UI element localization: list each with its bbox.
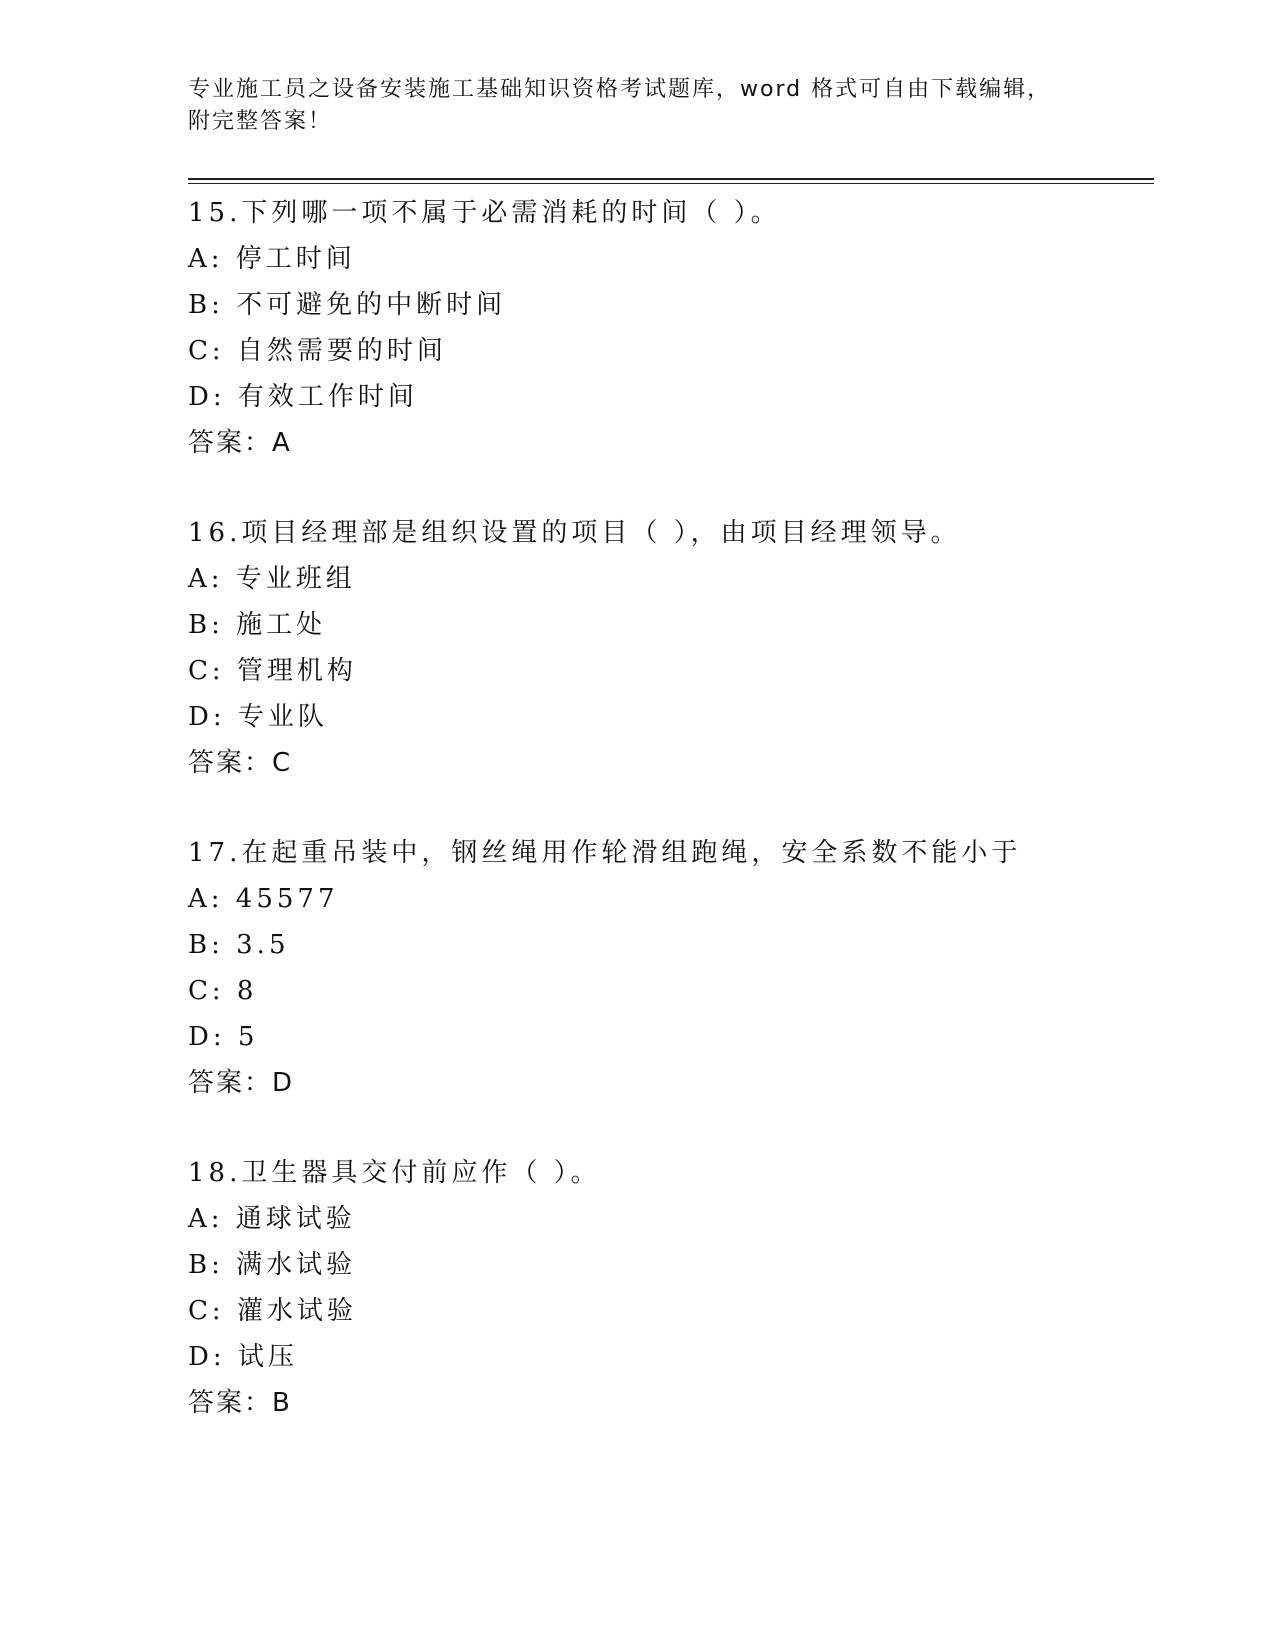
option-c: C: 自然需要的时间 bbox=[188, 336, 447, 366]
header-divider-thick bbox=[188, 178, 1154, 180]
header-line-1: 专业施工员之设备安装施工基础知识资格考试题库，word 格式可自由下载编辑， bbox=[188, 77, 1052, 102]
option-b: B: 3.5 bbox=[188, 930, 290, 960]
answer-line: 答案：C bbox=[188, 748, 293, 778]
question-stem: 18.卫生器具交付前应作（ ）。 bbox=[188, 1158, 601, 1188]
question-stem: 16.项目经理部是组织设置的项目（ ），由项目经理领导。 bbox=[188, 518, 961, 548]
option-a: A: 停工时间 bbox=[188, 244, 356, 274]
option-d: D: 试压 bbox=[188, 1342, 298, 1372]
option-b: B: 施工处 bbox=[188, 610, 327, 640]
answer-line: 答案：D bbox=[188, 1068, 295, 1098]
header-line-2: 附完整答案！ bbox=[188, 109, 333, 134]
option-c: C: 8 bbox=[188, 976, 258, 1006]
question-17 bbox=[188, 830, 1188, 1106]
option-a: A: 45577 bbox=[188, 884, 339, 914]
option-a: A: 通球试验 bbox=[188, 1204, 356, 1234]
header-divider-thin bbox=[188, 183, 1154, 184]
option-c: C: 管理机构 bbox=[188, 656, 357, 686]
question-15 bbox=[188, 190, 1188, 466]
option-c: C: 灌水试验 bbox=[188, 1296, 357, 1326]
document-header bbox=[188, 74, 1088, 138]
option-a: A: 专业班组 bbox=[188, 564, 356, 594]
answer-line: 答案：A bbox=[188, 428, 292, 458]
question-16 bbox=[188, 510, 1188, 786]
option-d: D: 5 bbox=[188, 1022, 259, 1052]
question-stem: 17.在起重吊装中，钢丝绳用作轮滑组跑绳，安全系数不能小于 bbox=[188, 838, 1022, 868]
answer-line: 答案：B bbox=[188, 1388, 292, 1418]
question-18 bbox=[188, 1150, 1188, 1426]
option-d: D: 有效工作时间 bbox=[188, 382, 418, 412]
option-b: B: 满水试验 bbox=[188, 1250, 357, 1280]
question-stem: 15.下列哪一项不属于必需消耗的时间（ ）。 bbox=[188, 198, 781, 228]
option-d: D: 专业队 bbox=[188, 702, 328, 732]
option-b: B: 不可避免的中断时间 bbox=[188, 290, 507, 320]
